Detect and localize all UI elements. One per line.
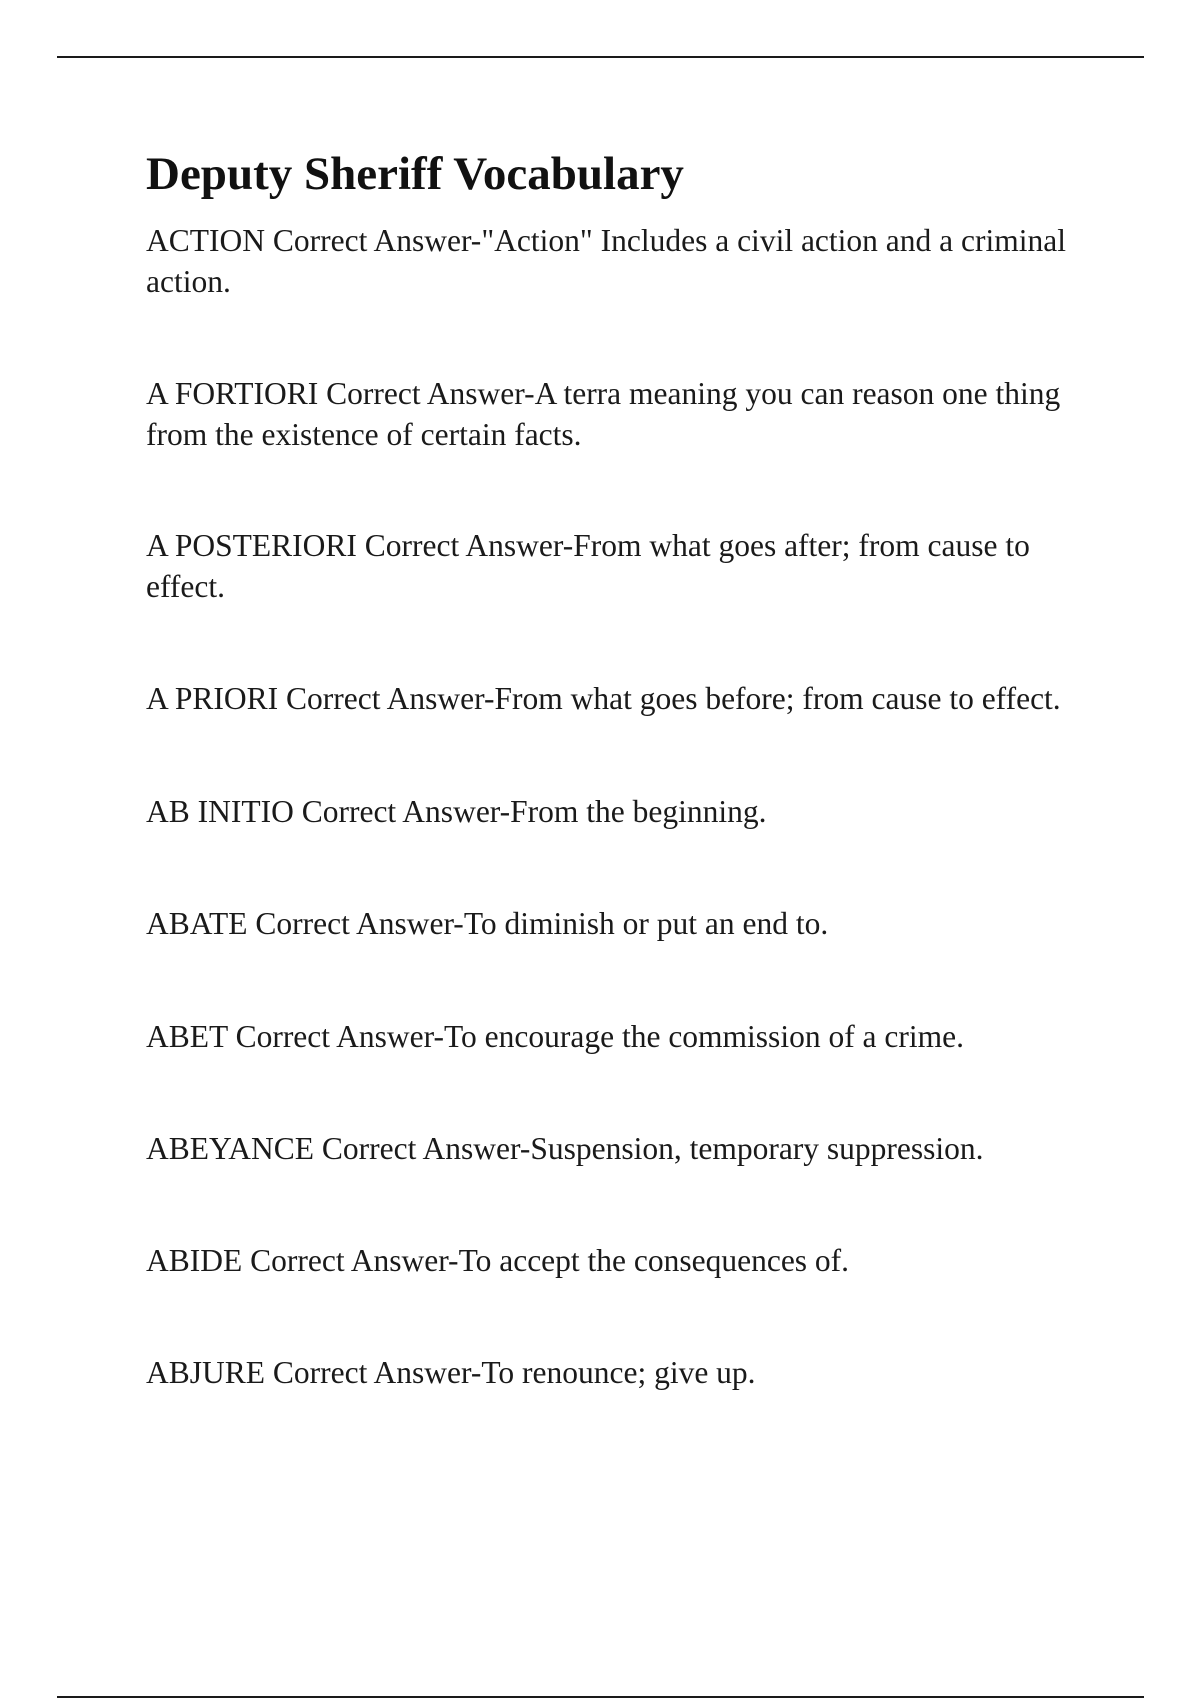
- entry-action: [146, 220, 1096, 302]
- entry-abet: [146, 1016, 1096, 1057]
- entry-term: ACTION: [146, 223, 265, 258]
- entry-term: A FORTIORI: [146, 376, 319, 411]
- entry-label: Correct Answer-: [326, 376, 535, 411]
- entry-label: Correct Answer-: [272, 223, 482, 258]
- entry-label: Correct Answer-: [301, 794, 511, 829]
- entry-label: Correct Answer-: [235, 1019, 444, 1054]
- document-title: Deputy Sheriff Vocabulary: [146, 148, 684, 200]
- entry-definition: To accept the consequences of.: [458, 1243, 850, 1278]
- entry-abeyance: [146, 1128, 1096, 1169]
- entry-definition: From what goes after; from cause to effect.: [146, 528, 1030, 604]
- entry-abjure: [146, 1352, 1096, 1393]
- entry-abide: [146, 1240, 1096, 1281]
- entry-definition: "Action" Includes a civil action and a criminal action.: [146, 223, 1066, 299]
- entry-a-fortiori: [146, 373, 1096, 455]
- entry-term: ABATE: [146, 906, 248, 941]
- entry-term: AB INITIO: [146, 794, 294, 829]
- entry-ab-initio: [146, 791, 1096, 832]
- entry-label: Correct Answer-: [250, 1243, 459, 1278]
- entry-definition: Suspension, temporary suppression.: [530, 1131, 984, 1166]
- entry-term: ABIDE: [146, 1243, 243, 1278]
- entry-term: ABEYANCE: [146, 1131, 315, 1166]
- entry-a-posteriori: [146, 525, 1096, 607]
- entry-label: Correct Answer-: [272, 1355, 482, 1390]
- document-body: [146, 146, 1096, 202]
- top-rule: [57, 56, 1144, 58]
- entry-definition: To encourage the commission of a crime.: [444, 1019, 964, 1054]
- bottom-rule: [57, 1696, 1144, 1698]
- entry-a-priori: [146, 678, 1096, 719]
- entry-definition: To renounce; give up.: [481, 1355, 756, 1390]
- entry-term: A PRIORI: [146, 681, 279, 716]
- entry-definition: To diminish or put an end to.: [463, 906, 829, 941]
- entry-abate: [146, 903, 1096, 944]
- entry-label: Correct Answer-: [286, 681, 495, 716]
- entry-label: Correct Answer-: [364, 528, 574, 563]
- entry-label: Correct Answer-: [255, 906, 464, 941]
- entry-term: ABET: [146, 1019, 228, 1054]
- entry-term: A POSTERIORI: [146, 528, 357, 563]
- entry-definition: From what goes before; from cause to effect.: [494, 681, 1061, 716]
- entry-definition: A terra meaning you can reason one thing from the existence of certain facts.: [146, 376, 1061, 452]
- entry-term: ABJURE: [146, 1355, 266, 1390]
- entry-definition: From the beginning.: [510, 794, 767, 829]
- entry-label: Correct Answer-: [321, 1131, 531, 1166]
